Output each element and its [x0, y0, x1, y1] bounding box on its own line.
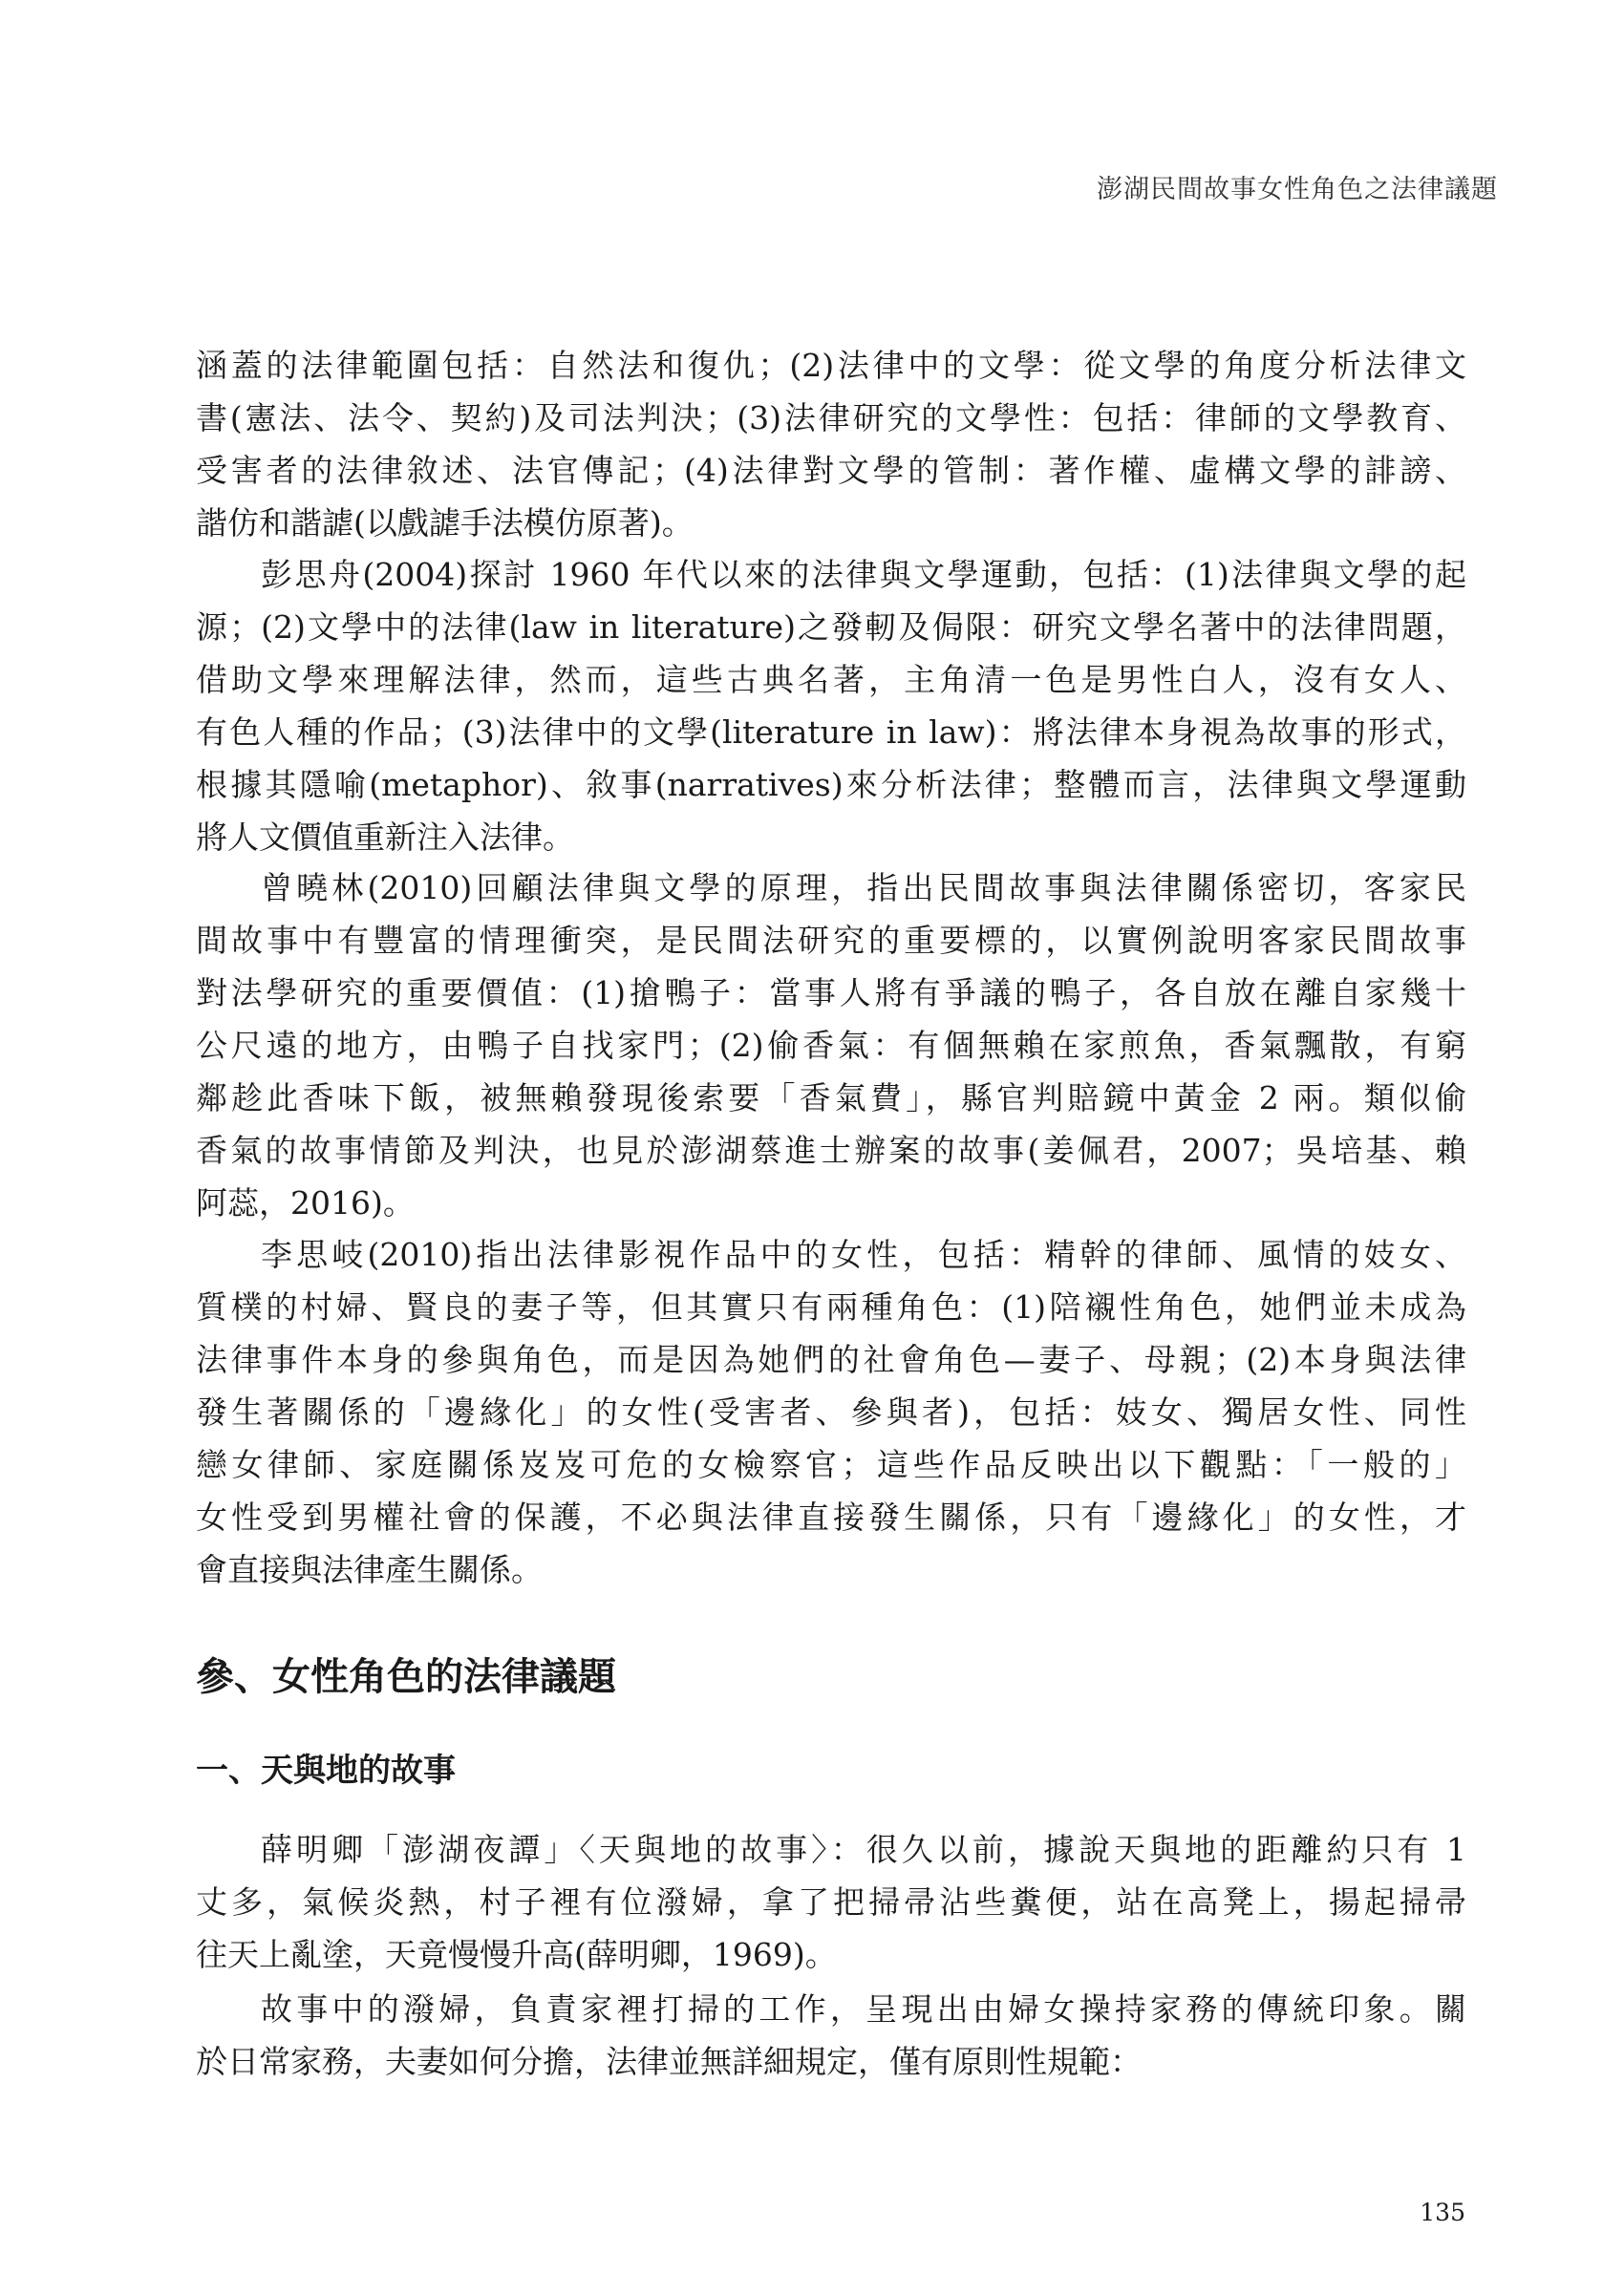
text-line: 間故事中有豐富的情理衝突，是民間法研究的重要標的，以實例說明客家民間故事	[196, 922, 1466, 959]
text-line: 根據其隱喻(metaphor)、敘事(narratives)來分析法律；整體而言，法律與文學運動	[196, 766, 1466, 803]
text-line: 女性受到男權社會的保護，不必與法律直接發生關係，只有「邊緣化」的女性，才	[196, 1499, 1466, 1536]
paragraph	[196, 1228, 1466, 1596]
text-line: 源；(2)文學中的法律(law in literature)之發軔及侷限：研究文學名著中的法律問題，	[196, 608, 1466, 646]
text-line: 薛明卿「澎湖夜譚」〈天與地的故事〉：很久以前，據說天與地的距離約只有 1	[261, 1831, 1466, 1868]
paragraph	[196, 339, 1466, 549]
paragraph	[196, 548, 1466, 863]
paragraph	[196, 1983, 1466, 2088]
text-line: 香氣的故事情節及判決，也見於澎湖蔡進士辦案的故事(姜佩君，2007；吳培基、賴	[196, 1132, 1466, 1169]
text-line: 故事中的潑婦，負責家裡打掃的工作，呈現出由婦女操持家務的傳統印象。關	[261, 1990, 1466, 2028]
running-header: 澎湖民間故事女性角色之法律議題	[1097, 175, 1498, 204]
page-number: 135	[1420, 2199, 1465, 2226]
subsection-heading: 一、天與地的故事	[196, 1752, 456, 1790]
text-line: 會直接與法律產生關係。	[196, 1551, 543, 1588]
text-line: 法律事件本身的參與角色，而是因為她們的社會角色—妻子、母親；(2)本身與法律	[196, 1341, 1466, 1378]
text-line: 對法學研究的重要價值：(1)搶鴨子：當事人將有爭議的鴨子，各自放在離自家幾十	[196, 974, 1466, 1011]
text-line: 借助文學來理解法律，然而，這些古典名著，主角清一色是男性白人，沒有女人、	[196, 661, 1466, 698]
text-line: 往天上亂塗，天竟慢慢升高(薛明卿，1969)。	[196, 1936, 837, 1973]
text-line: 公尺遠的地方，由鴨子自找家門；(2)偷香氣：有個無賴在家煎魚，香氣飄散，有窮	[196, 1027, 1466, 1064]
text-line: 曾曉林(2010)回顧法律與文學的原理，指出民間故事與法律關係密切，客家民	[261, 869, 1466, 906]
text-line: 發生著關係的「邊緣化」的女性(受害者、參與者)，包括：妓女、獨居女性、同性	[196, 1393, 1466, 1431]
text-line: 戀女律師、家庭關係岌岌可危的女檢察官；這些作品反映出以下觀點：「一般的」	[196, 1446, 1466, 1483]
text-line: 阿蕊，2016)。	[196, 1184, 415, 1222]
text-line: 書(憲法、法令、契約)及司法判決；(3)法律研究的文學性：包括：律師的文學教育、	[196, 399, 1466, 436]
text-line: 彭思舟(2004)探討 1960 年代以來的法律與文學運動，包括：(1)法律與文學的起	[261, 556, 1466, 593]
text-line: 質樸的村婦、賢良的妻子等，但其實只有兩種角色：(1)陪襯性角色，她們並未成為	[196, 1288, 1466, 1326]
paragraph	[196, 1823, 1466, 1981]
text-line: 鄰趁此香味下飯，被無賴發現後索要「香氣費」，縣官判賠鏡中黃金 2 兩。類似偷	[196, 1079, 1466, 1116]
text-line: 涵蓋的法律範圍包括：自然法和復仇；(2)法律中的文學：從文學的角度分析法律文	[196, 347, 1466, 384]
paragraph	[196, 861, 1466, 1229]
text-line: 李思岐(2010)指出法律影視作品中的女性，包括：精幹的律師、風情的妓女、	[261, 1236, 1466, 1273]
text-line: 受害者的法律敘述、法官傳記；(4)法律對文學的管制：著作權、虛構文學的誹謗、	[196, 452, 1466, 489]
text-line: 諧仿和諧謔(以戲謔手法模仿原著)。	[196, 504, 694, 542]
text-line: 丈多，氣候炎熱，村子裡有位潑婦，拿了把掃帚沾些糞便，站在高凳上，揚起掃帚	[196, 1883, 1466, 1921]
text-line: 於日常家務，夫妻如何分擔，法律並無詳細規定，僅有原則性規範：	[196, 2043, 1142, 2080]
text-line: 將人文價值重新注入法律。	[196, 818, 574, 856]
section-heading: 參、女性角色的法律議題	[196, 1654, 616, 1699]
text-line: 有色人種的作品；(3)法律中的文學(literature in law)：將法律本身視為故事的形式，	[196, 713, 1466, 751]
